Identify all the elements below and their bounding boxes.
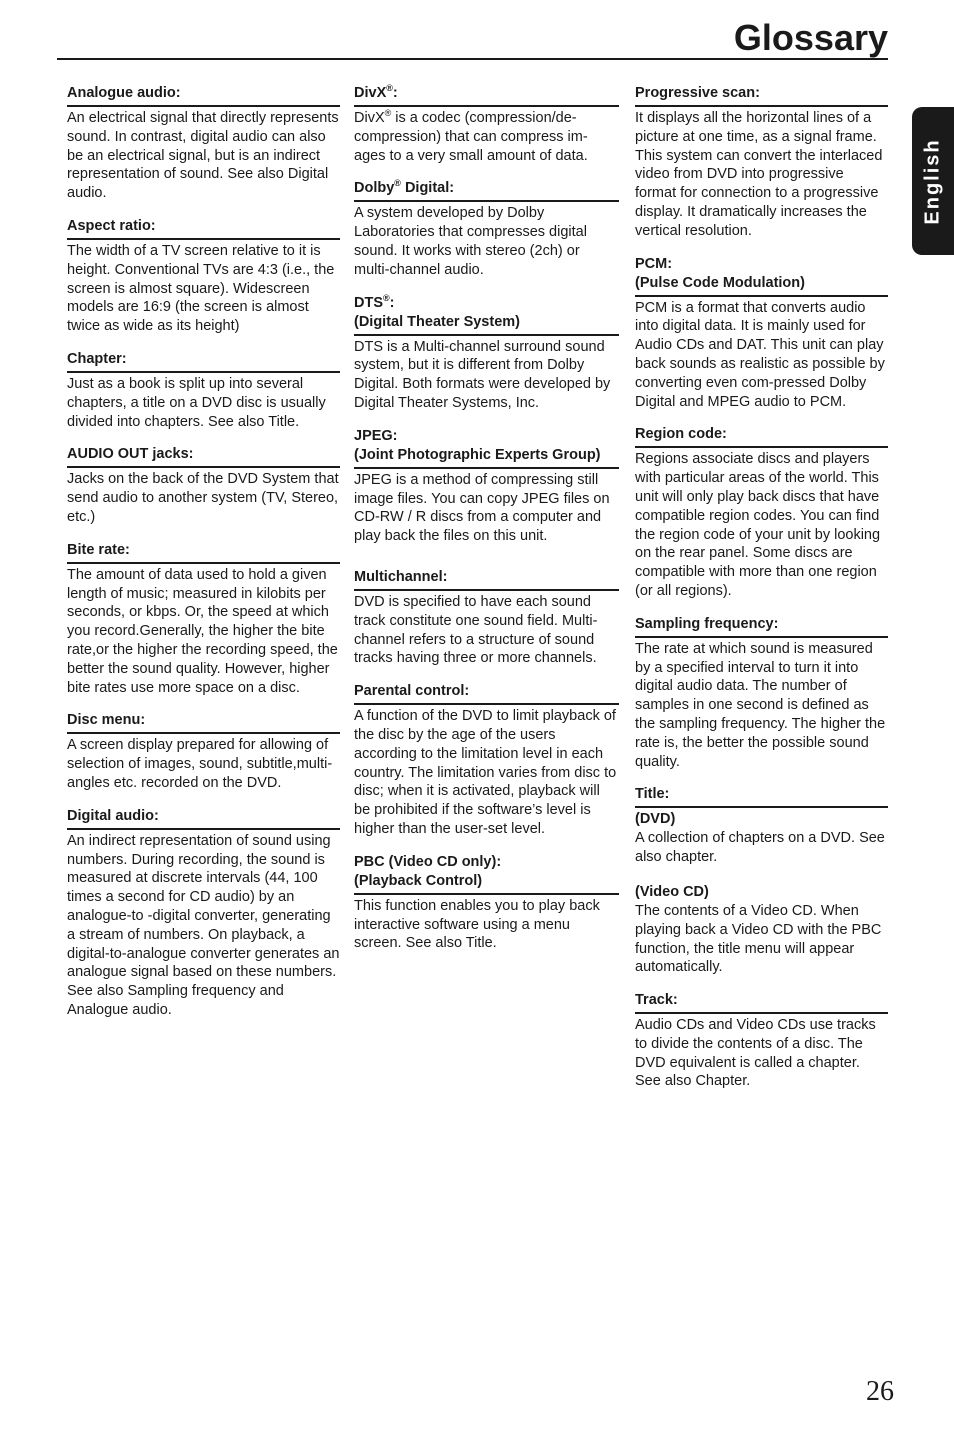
glossary-term: Region code:: [635, 425, 888, 448]
glossary-definition: The amount of data used to hold a given length of music; measured in kilobits per seconds, or kbps. Or, the speed at which you record.Generally, the higher the bite rate,or the higher the recording speed, the better the sound quality. However, higher bite rates use more space on a disc.: [67, 566, 338, 696]
glossary-term: Analogue audio:: [67, 84, 340, 107]
glossary-entry-title: [635, 785, 888, 977]
glossary-entry-track: [635, 991, 888, 1091]
glossary-definition: Just as a book is split up into several chapters, a title on a DVD disc is usually divided into chapters. See also Title.: [67, 375, 326, 430]
glossary-definition: Jacks on the back of the DVD System that send audio to another system (TV, Stereo, etc.): [67, 471, 339, 525]
glossary-term: Digital audio:: [67, 807, 340, 830]
glossary-entry-region-code: [635, 425, 888, 600]
glossary-subterm-dvd: (DVD): [635, 811, 676, 828]
glossary-definition: A function of the DVD to limit playback of the disc by the age of the users according to the limitation level in each country. The limitation varies from disc to disc; when it is activated, playback will be prohibited if the software’s level is higher than the user-set level.: [354, 708, 617, 837]
glossary-definition: An indirect representation of sound using numbers. During recording, the sound is measured at discrete intervals (44, 100 times a second for CD audio) by an analogue-to -digital converter, generating a stream of numbers. On playback, a digital-to-analogue converter generates an analogue signal based on these numbers. See also Sampling frequency and Analogue audio.: [67, 832, 340, 1018]
glossary-term: [354, 179, 619, 202]
glossary-definition: An electrical signal that directly represents sound. In contrast, digital audio can also be an electrical signal, but is an indirect representation of sound. See also Digital audio.: [67, 110, 339, 202]
glossary-term: Disc menu:: [67, 711, 340, 734]
glossary-definition: [354, 109, 619, 165]
term-text: Dolby: [354, 180, 395, 197]
glossary-term: Chapter:: [67, 350, 340, 373]
glossary-definition: It displays all the horizontal lines of a picture at one time, as a signal frame. This system can convert the interlaced video from DVD into progressive format for connection to a progressive display. It dramatically increases the vertical resolution.: [635, 110, 883, 239]
glossary-entry-chapter: [67, 350, 340, 431]
glossary-definition: The width of a TV screen relative to it is height. Conventional TVs are 4:3 (i.e., the screen is almost square). Widescreen models are 16:9 (the screen is almost twice as wide as its height): [67, 242, 335, 335]
glossary-term: [354, 294, 619, 313]
glossary-term: Progressive scan:: [635, 84, 888, 107]
glossary-entry-jpeg: [354, 427, 619, 546]
glossary-definition: A collection of chapters on a DVD. See also chapter.: [635, 830, 885, 866]
glossary-definition: A screen display prepared for allowing of selection of images, sound, subtitle,multi-angles etc. recorded on the DVD.: [67, 737, 333, 791]
glossary-subterm: (Playback Control): [354, 872, 619, 895]
glossary-term: PCM:: [635, 255, 673, 272]
glossary-definition: DTS is a Multi-channel surround sound system, but it is different from Dolby Digital. Both formats were developed by Digital Theater Systems, Inc.: [354, 338, 611, 411]
registered-mark: ®: [394, 178, 401, 189]
glossary-term: Parental control:: [354, 682, 619, 705]
glossary-definition: Audio CDs and Video CDs use tracks to divide the contents of a disc. The DVD equivalent is called a chapter. See also Chapter.: [635, 1017, 876, 1090]
glossary-entry-disc-menu: [67, 711, 340, 792]
glossary-entry-multichannel: [354, 568, 619, 668]
glossary-entry-aspect-ratio: [67, 217, 340, 336]
language-tab: [912, 107, 954, 255]
glossary-entry-audio-out-jacks: [67, 445, 340, 526]
glossary-term: Sampling frequency:: [635, 615, 888, 638]
glossary-term: [354, 84, 619, 107]
term-text: DTS: [354, 294, 383, 311]
glossary-term: Title:: [635, 785, 888, 808]
glossary-column-1: [67, 84, 340, 1034]
glossary-column-3: [635, 84, 888, 1105]
glossary-entry-progressive-scan: [635, 84, 888, 241]
definition-text: is a codec (compression/de-compression) that can compress im-ages to a very small amount of data.: [354, 110, 588, 164]
glossary-entry-digital-audio: [67, 807, 340, 1020]
glossary-definition: This function enables you to play back interactive software using a menu screen. See also Title.: [354, 897, 600, 952]
glossary-term: Track:: [635, 991, 888, 1014]
term-text: Digital:: [400, 180, 455, 197]
glossary-definition: DVD is specified to have each sound track constitute one sound field. Multi-channel refers to a structure of sound tracks having three or more channels.: [354, 593, 598, 667]
glossary-entry-dts: [354, 294, 619, 413]
glossary-definition: PCM is a format that converts audio into digital data. It is mainly used for Audio CDs and DAT. This unit can play back sounds as realistic as possible by converting even com-pressed Dolby Digital and MPEG audio to PCM.: [635, 299, 885, 410]
glossary-entry-analogue-audio: [67, 84, 340, 203]
glossary-term: AUDIO OUT jacks:: [67, 445, 340, 468]
title-divider: [57, 58, 888, 60]
registered-mark: ®: [386, 83, 393, 94]
glossary-entry-bite-rate: [67, 541, 340, 698]
registered-mark: ®: [383, 292, 390, 303]
glossary-term: Multichannel:: [354, 568, 619, 591]
glossary-entry-divx: [354, 84, 619, 165]
page-title: Glossary: [733, 17, 888, 58]
term-colon: :: [389, 294, 395, 311]
glossary-definition: The rate at which sound is measured by a specified interval to turn it into digital audio data. The number of samples in one second is defined as the sampling frequency. The higher the rate is, the better the possible sound quality.: [635, 640, 886, 770]
glossary-term: Bite rate:: [67, 541, 340, 564]
registered-mark: ®: [384, 108, 392, 119]
glossary-definition: The contents of a Video CD. When playing back a Video CD with the PBC function, the title menu will appear automatically.: [635, 902, 882, 976]
glossary-entry-sampling-frequency: [635, 615, 888, 772]
glossary-term: JPEG:: [354, 427, 398, 444]
glossary-term: PBC (Video CD only):: [354, 853, 502, 870]
glossary-entry-pcm: [635, 255, 888, 412]
glossary-definition: JPEG is a method of compressing still image files. You can copy JPEG files on CD-RW / R discs from a computer and play back the files on this unit.: [354, 471, 610, 545]
definition-text: DivX: [354, 110, 385, 126]
glossary-column-2: [354, 84, 619, 967]
glossary-entry-dolby-digital: [354, 179, 619, 279]
glossary-subterm: (Joint Photographic Experts Group): [354, 446, 619, 469]
glossary-subterm: (Digital Theater System): [354, 313, 619, 336]
language-tab-label: English: [921, 137, 944, 225]
glossary-entry-parental-control: [354, 682, 619, 839]
glossary-term: Aspect ratio:: [67, 217, 340, 240]
glossary-definition: Regions associate discs and players with particular areas of the world. This unit will only play back discs that have compatible region codes. You can find the region code of your unit by looking on the rear panel. Some discs are compatible with more than one region (or all regions).: [635, 451, 881, 599]
glossary-entry-pbc: [354, 853, 619, 953]
glossary-subterm: (Pulse Code Modulation): [635, 274, 888, 297]
term-colon: :: [392, 85, 398, 101]
term-text: DivX: [354, 85, 387, 101]
page-number: 26: [866, 1376, 894, 1407]
glossary-definition: A system developed by Dolby Laboratories that compresses digital sound. It works with stereo (2ch) or multi-channel audio.: [354, 205, 587, 278]
glossary-subterm-video-cd: (Video CD): [635, 883, 709, 900]
